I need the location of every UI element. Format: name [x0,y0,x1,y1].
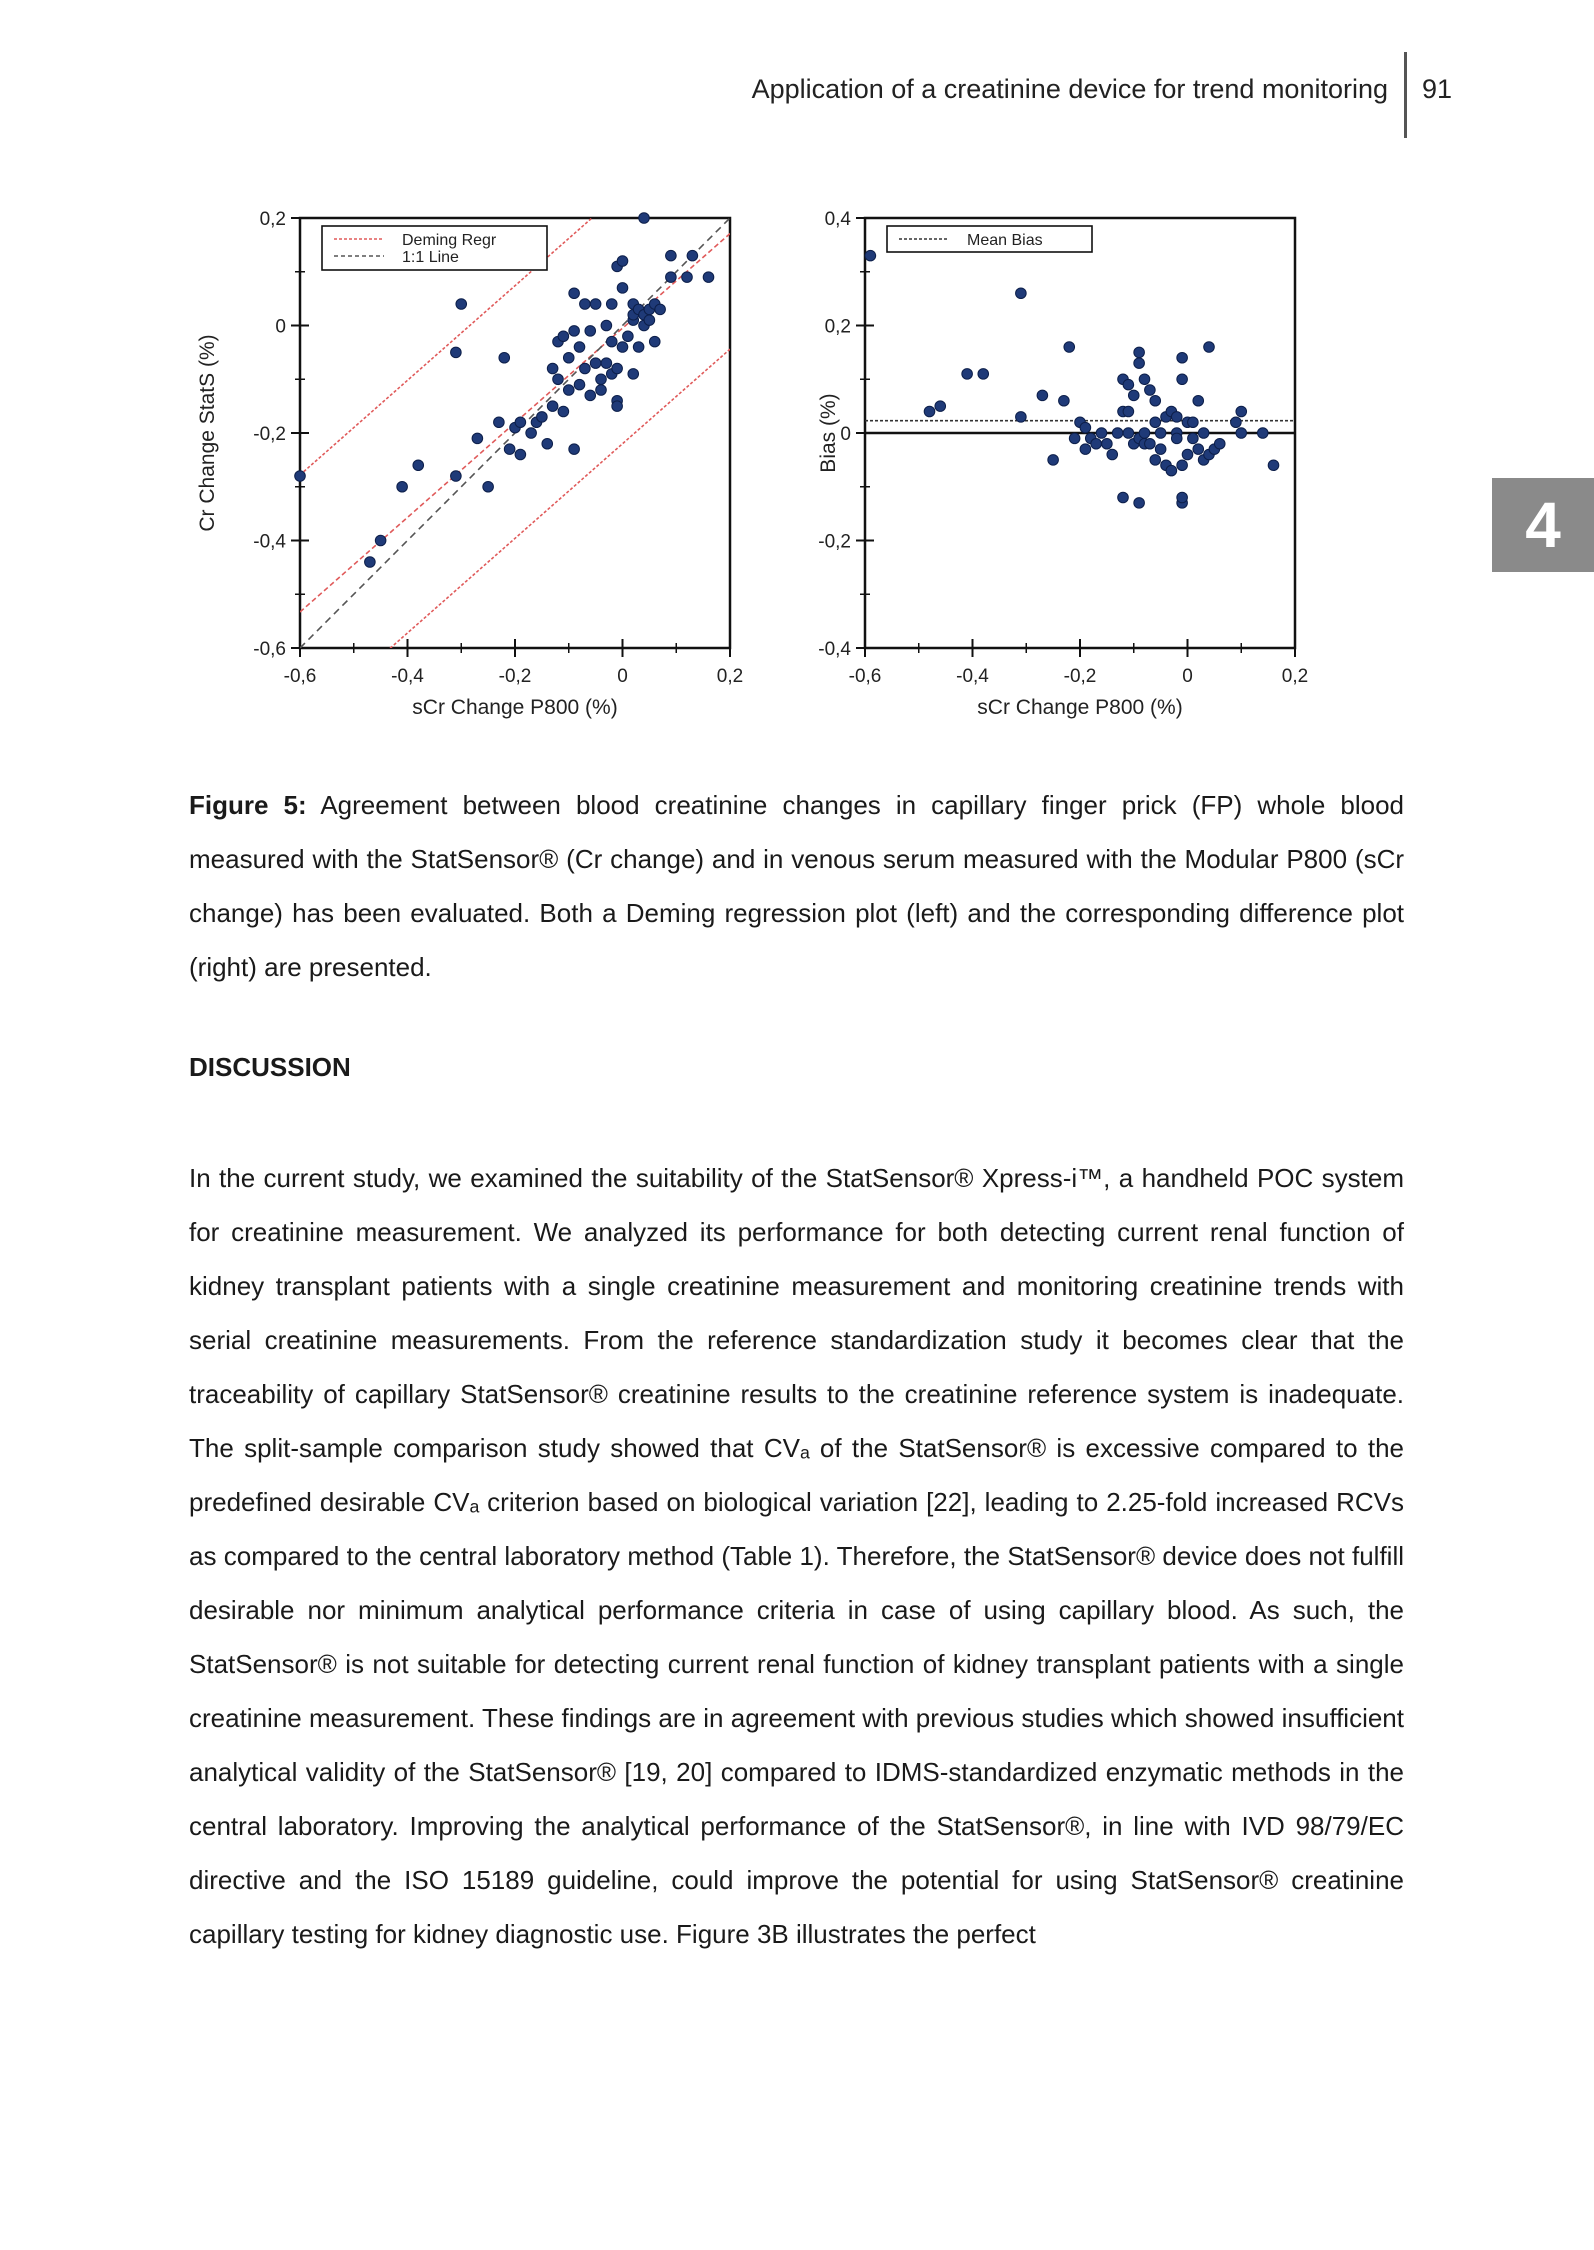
data-point [1107,449,1118,460]
data-point [585,390,596,401]
data-point [1064,342,1075,353]
data-point [483,481,494,492]
data-point [547,401,558,412]
data-point [558,406,569,417]
data-point [935,401,946,412]
data-point [612,401,623,412]
data-point [924,406,935,417]
data-point [375,535,386,546]
data-point [1118,492,1129,503]
data-point [1016,412,1027,423]
data-point [1182,449,1193,460]
data-point [1123,379,1134,390]
data-point [703,272,714,283]
data-point [1193,444,1204,455]
x-tick-label: -0,2 [1063,666,1097,687]
data-point [569,326,580,337]
data-point [515,449,526,460]
data-point [633,342,644,353]
data-point [494,417,505,428]
y-tick-label: -0,2 [253,424,286,445]
header-divider [1404,52,1407,138]
y-tick-label: 0 [275,316,286,338]
data-point [1257,428,1268,439]
data-point [612,363,623,374]
x-tick-label: -0,6 [283,666,317,687]
data-point [962,369,973,380]
data-point [1123,428,1134,439]
data-point [472,433,483,444]
data-point [1177,460,1188,471]
x-tick-label: -0,4 [391,666,424,687]
data-point [639,213,650,224]
data-point [1112,428,1123,439]
data-point [601,358,612,369]
data-point [1231,417,1242,428]
data-point [1150,395,1161,406]
figure-caption [189,778,1404,994]
data-point [617,342,628,353]
data-point [649,336,660,347]
data-point [553,374,564,385]
data-point [606,336,617,347]
data-point [1236,406,1247,417]
x-axis-label: sCr Change P800 (%) [977,696,1183,719]
page-number: 91 [1422,74,1453,104]
y-tick-label: -0,4 [818,639,851,660]
data-point [682,272,693,283]
data-point [666,272,677,283]
data-point [1069,433,1080,444]
chapter-tab: 4 [1492,478,1594,572]
data-point [644,315,655,326]
body-paragraph: In the current study, we examined the suitability of the StatSensor® Xpress-i™, a handheld POC system for creatinine measurement. We analyzed its performance for both detecting current renal function of kidney transplant patients with a single creatinine measurement and monitoring creatinine trends with serial creatinine measurements. From the reference standardization study it becomes clear that the traceability of capillary StatSensor® creatinine results to the creatinine reference system is inadequate. The split-sample comparison study showed that CVₐ of the StatSensor® is excessive compared to the predefined desirable CVₐ criterion based on biological variation [22], leading to 2.25-fold increased RCVs as compared to the central laboratory method (Table 1). Therefore, the StatSensor® device does not fulfill desirable nor minimum analytical performance criteria in case of using capillary blood. As such, the StatSensor® is not suitable for detecting current renal function of kidney transplant patients with a single creatinine measurement. These findings are in agreement with previous studies which showed insufficient analytical validity of the StatSensor® [19, 20] compared to IDMS-standardized enzymatic methods in the central laboratory. Improving the analytical performance of the StatSensor®, in line with IVD 98/79/EC directive and the ISO 15189 guideline, could improve the potential for using StatSensor® creatinine capillary testing for kidney diagnostic use. Figure 3B illustrates the perfect [189,1163,1404,1949]
data-point [596,385,607,396]
y-tick-label: 0,2 [259,209,286,230]
y-tick-label: -0,6 [253,639,286,660]
data-point [623,331,634,342]
figure-caption-label: Figure 5: [189,790,307,820]
data-point [413,460,424,471]
data-point [1139,428,1150,439]
data-point [580,299,591,310]
data-point [542,438,553,449]
x-tick-label: 0,2 [1281,666,1309,687]
data-point [451,471,462,482]
data-point [1128,390,1139,401]
data-point [515,417,526,428]
data-point [1204,342,1215,353]
data-point [590,299,601,310]
figure-caption-text: Agreement between blood creatinine changes in capillary finger prick (FP) whole blood measured with the StatSensor® (Cr change) and in venous serum measured with the Modular P800 (sCr change) has been evaluated. Both a Deming regression plot (left) and the corresponding difference plot (right) are presented. [189,790,1404,982]
x-tick-label: -0,4 [956,666,989,687]
data-point [1102,438,1113,449]
data-point [617,256,628,267]
data-point [1139,374,1150,385]
data-point [1134,358,1145,369]
data-point [590,358,601,369]
y-tick-label: 0,2 [824,316,851,338]
data-point [1091,438,1102,449]
data-point [617,283,628,294]
data-point [1155,428,1166,439]
data-point [1123,406,1134,417]
data-point [547,363,558,374]
data-point [574,379,585,390]
data-point [1188,417,1199,428]
y-tick-label: -0,4 [253,531,286,553]
x-tick-label: 0 [1182,666,1193,687]
y-tick-label: -0,2 [818,531,851,553]
data-point [397,481,408,492]
data-point [1155,444,1166,455]
data-point [1134,498,1145,509]
data-point [451,347,462,358]
data-point [628,369,639,380]
data-point [1214,438,1225,449]
x-tick-label: 0,2 [716,666,744,687]
data-point [1166,465,1177,476]
data-point [1177,352,1188,363]
data-point [1236,428,1247,439]
data-point [1198,428,1209,439]
data-point [365,557,376,568]
data-point [563,385,574,396]
data-point [1037,390,1048,401]
data-point [978,369,989,380]
data-point [526,428,537,439]
data-point [1134,347,1145,358]
data-point [601,320,612,331]
legend-label: Mean Bias [967,232,1043,249]
data-point [504,444,515,455]
x-tick-label: 0 [617,666,628,687]
section-heading: DISCUSSION [189,1052,351,1082]
data-point [1177,374,1188,385]
data-point [569,444,580,455]
data-point [606,299,617,310]
data-point [1150,417,1161,428]
data-point [1171,433,1182,444]
x-tick-label: -0,2 [498,666,532,687]
data-point [580,363,591,374]
data-point [537,412,548,423]
data-point [1080,444,1091,455]
data-point [499,352,510,363]
data-point [1016,288,1027,299]
data-point [1150,455,1161,466]
y-tick-label: 0 [840,424,851,445]
data-point [569,288,580,299]
running-title: Application of a creatinine device for trend monitoring [751,74,1388,104]
data-point [585,326,596,337]
legend-label: Deming Regr [402,232,497,249]
x-tick-label: -0,6 [848,666,882,687]
y-tick-label: 0,4 [824,209,851,230]
data-point [563,352,574,363]
difference-plot [755,200,1335,740]
data-point [1145,438,1156,449]
data-point [456,299,467,310]
y-axis-label: Bias (%) [817,393,840,473]
x-axis-label: sCr Change P800 (%) [412,696,618,719]
data-point [1145,385,1156,396]
data-point [1193,395,1204,406]
data-point [865,250,876,261]
data-point [655,304,666,315]
data-point [666,250,677,261]
data-point [1177,492,1188,503]
data-point [1268,460,1279,471]
data-point [687,250,698,261]
data-point [1048,455,1059,466]
data-point [1080,422,1091,433]
data-points [865,240,1279,509]
legend-label: 1:1 Line [402,249,459,266]
data-point [596,374,607,385]
data-point [295,471,306,482]
data-point [1096,428,1107,439]
data-point [558,331,569,342]
data-point [574,342,585,353]
y-axis-label: Cr Change StatS (%) [196,334,219,532]
data-point [1059,395,1070,406]
data-point [1171,412,1182,423]
deming-regression-plot [190,200,770,740]
data-point [1188,433,1199,444]
